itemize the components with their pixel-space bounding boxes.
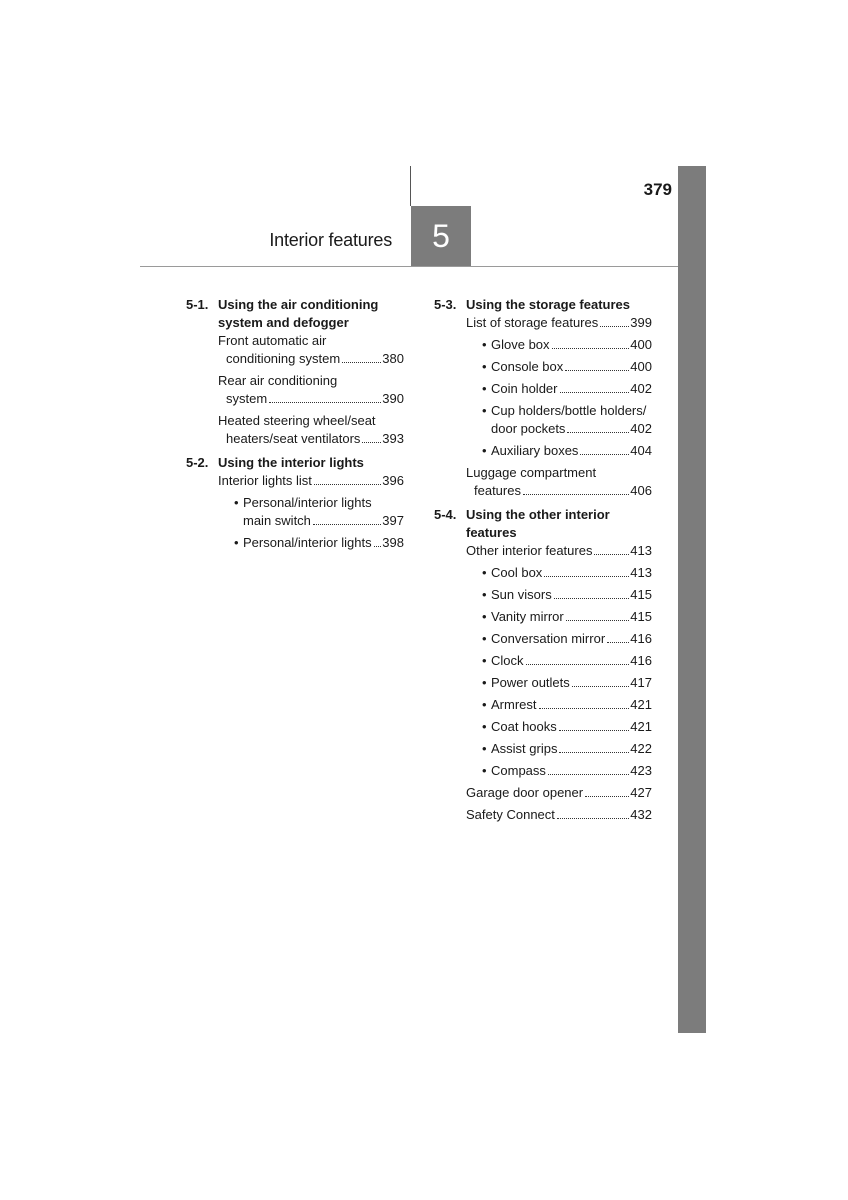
section-title: Using the other interior features (466, 507, 610, 540)
entry-text (466, 784, 652, 802)
toc-subentry[interactable] (482, 762, 652, 780)
section-heading (434, 296, 652, 314)
leader-dots (554, 598, 630, 599)
entry-text (466, 806, 652, 824)
section-heading (434, 506, 652, 542)
leader-dots (600, 326, 629, 327)
page-ref[interactable]: 380 (382, 351, 404, 366)
entry-label: Armrest (491, 697, 537, 712)
page-ref[interactable]: 397 (382, 513, 404, 528)
leader-dots (544, 576, 629, 577)
leader-dots (374, 546, 382, 547)
bullet-icon: • (234, 495, 239, 510)
entry-last-line (491, 718, 652, 736)
toc-entry[interactable] (466, 464, 652, 500)
toc-entry[interactable] (218, 372, 404, 408)
page-ref[interactable]: 402 (630, 421, 652, 436)
leader-dots (580, 454, 629, 455)
entry-label: Vanity mirror (491, 609, 564, 624)
entry-label: Coin holder (491, 381, 558, 396)
entry-text (491, 674, 652, 692)
toc-entry[interactable] (218, 472, 404, 490)
section-number: 5-1. (186, 297, 209, 312)
bullet-icon: • (482, 631, 487, 646)
entry-last-line (491, 608, 652, 626)
leader-dots (607, 642, 629, 643)
entry-text (491, 402, 652, 438)
entry-last-line (491, 740, 652, 758)
page-ref[interactable]: 421 (630, 697, 652, 712)
entry-last-line (491, 358, 652, 376)
toc-subentry[interactable] (482, 696, 652, 714)
toc-subentry[interactable] (482, 652, 652, 670)
bullet-icon: • (234, 535, 239, 550)
entry-text (491, 442, 652, 460)
entry-label: main switch (243, 513, 311, 528)
page-ref[interactable]: 413 (630, 565, 652, 580)
entry-last-line (491, 380, 652, 398)
toc-subentry[interactable] (482, 740, 652, 758)
toc-subentry[interactable] (482, 402, 652, 438)
leader-dots (526, 664, 630, 665)
page-ref[interactable]: 415 (630, 587, 652, 602)
section-title: Using the interior lights (218, 455, 364, 470)
page-ref[interactable]: 398 (382, 535, 404, 550)
entry-text (491, 630, 652, 648)
page-ref[interactable]: 393 (382, 431, 404, 446)
leader-dots (565, 370, 629, 371)
entry-last-line (243, 512, 404, 530)
chapter-title: Interior features (269, 230, 392, 250)
entry-last-line (466, 784, 652, 802)
bullet-icon: • (482, 741, 487, 756)
page-number: 379 (643, 180, 672, 199)
bullet-icon: • (482, 675, 487, 690)
toc-subentry[interactable] (482, 630, 652, 648)
toc-subentry[interactable] (234, 534, 404, 552)
bullet-icon: • (482, 719, 487, 734)
bullet-icon: • (482, 587, 487, 602)
toc-subentry[interactable] (482, 336, 652, 354)
entry-last-line (466, 806, 652, 824)
entry-label: Cool box (491, 565, 543, 580)
page-ref[interactable]: 427 (630, 785, 652, 800)
page-ref[interactable]: 422 (630, 741, 652, 756)
entry-text (218, 472, 404, 490)
bullet-icon: • (482, 403, 487, 418)
entry-label: Safety Connect (466, 807, 555, 822)
toc-section (186, 296, 404, 448)
entry-label: Power outlets (491, 675, 570, 690)
entry-label: Other interior features (466, 543, 593, 558)
entry-label: Sun visors (491, 587, 552, 602)
leader-dots (552, 348, 630, 349)
entry-label: Personal/interior lights (243, 535, 372, 550)
page-ref[interactable]: 396 (382, 473, 404, 488)
chapter-number-box: 5 (411, 206, 471, 266)
entry-text (491, 358, 652, 376)
entry-line: Personal/interior lights (243, 495, 372, 510)
leader-dots (557, 818, 629, 819)
entry-line: Luggage compartment (466, 465, 597, 480)
section-number: 5-3. (434, 297, 457, 312)
entry-text (466, 464, 652, 500)
page-ref[interactable]: 416 (630, 631, 652, 646)
entry-label: conditioning system (226, 351, 341, 366)
bullet-icon: • (482, 697, 487, 712)
bullet-icon: • (482, 443, 487, 458)
page-ref[interactable]: 400 (630, 337, 652, 352)
bullet-icon: • (482, 653, 487, 668)
bullet-icon: • (482, 609, 487, 624)
toc-entry[interactable] (466, 784, 652, 802)
entry-text (491, 380, 652, 398)
page-ref[interactable]: 432 (630, 807, 652, 822)
leader-dots (539, 708, 630, 709)
section-heading (186, 454, 404, 472)
leader-dots (567, 432, 629, 433)
section-heading (186, 296, 404, 332)
bullet-icon: • (482, 381, 487, 396)
toc-section (186, 454, 404, 552)
entry-label: features (474, 483, 521, 498)
page-ref[interactable]: 406 (630, 483, 652, 498)
entry-label: heaters/seat ventilators (226, 431, 361, 446)
entry-label: List of storage features (466, 315, 599, 330)
toc-subentry[interactable] (482, 718, 652, 736)
entry-text (466, 542, 652, 560)
entry-last-line (491, 564, 652, 582)
toc-section (434, 506, 652, 824)
leader-dots (548, 774, 629, 775)
entry-text (491, 336, 652, 354)
toc-subentry[interactable] (482, 442, 652, 460)
entry-last-line (491, 762, 652, 780)
page-ref[interactable]: 413 (630, 543, 652, 558)
page-ref[interactable]: 399 (630, 315, 652, 330)
entry-line: Front automatic air (218, 333, 327, 348)
entry-label: Glove box (491, 337, 550, 352)
toc-subentry[interactable] (482, 586, 652, 604)
entry-last-line (491, 420, 652, 438)
page-ref[interactable]: 402 (630, 381, 652, 396)
entry-text (491, 586, 652, 604)
entry-last-line (466, 542, 652, 560)
entry-last-line (243, 534, 404, 552)
entry-text (218, 412, 404, 448)
section-title: Using the storage features (466, 297, 630, 312)
page-ref[interactable]: 417 (630, 675, 652, 690)
entry-last-line (491, 630, 652, 648)
entry-text (466, 314, 652, 332)
entry-label: Conversation mirror (491, 631, 606, 646)
leader-dots (313, 524, 381, 525)
section-title: Using the air conditioning system and defogger (218, 297, 379, 330)
entry-label: door pockets (491, 421, 566, 436)
entry-line: Heated steering wheel/seat (218, 413, 376, 428)
entry-line: Cup holders/bottle holders/ (491, 403, 647, 418)
entry-label: Garage door opener (466, 785, 584, 800)
entry-text (218, 332, 404, 368)
toc-subentry[interactable] (482, 564, 652, 582)
toc-column-right (434, 296, 652, 830)
entry-label: Coat hooks (491, 719, 557, 734)
entry-last-line (491, 442, 652, 460)
entry-last-line (218, 472, 404, 490)
leader-dots (572, 686, 630, 687)
page-ref[interactable]: 390 (382, 391, 404, 406)
bullet-icon: • (482, 565, 487, 580)
entry-last-line (491, 652, 652, 670)
page-ref[interactable]: 423 (630, 763, 652, 778)
entry-label: Assist grips (491, 741, 558, 756)
page-ref[interactable]: 400 (630, 359, 652, 374)
entry-last-line (218, 430, 404, 448)
entry-label: Auxiliary boxes (491, 443, 579, 458)
toc-subentry[interactable] (234, 494, 404, 530)
entry-line: Rear air conditioning (218, 373, 338, 388)
toc-subentry[interactable] (482, 674, 652, 692)
leader-dots (523, 494, 629, 495)
entry-text (491, 718, 652, 736)
entry-last-line (491, 696, 652, 714)
toc-subentry[interactable] (482, 608, 652, 626)
toc-entry[interactable] (218, 332, 404, 368)
entry-text (491, 740, 652, 758)
entry-last-line (491, 674, 652, 692)
toc-entry[interactable] (218, 412, 404, 448)
bullet-icon: • (482, 763, 487, 778)
leader-dots (560, 392, 630, 393)
chapter-tab-bar (678, 166, 706, 1033)
entry-text (243, 494, 404, 530)
leader-dots (585, 796, 629, 797)
toc-entry[interactable] (466, 806, 652, 824)
entry-text (243, 534, 404, 552)
entry-text (491, 564, 652, 582)
bullet-icon: • (482, 359, 487, 374)
leader-dots (362, 442, 381, 443)
section-number: 5-4. (434, 507, 457, 522)
header-divider-line (410, 166, 411, 206)
leader-dots (269, 402, 381, 403)
entry-text (491, 696, 652, 714)
entry-text (491, 608, 652, 626)
entry-label: system (226, 391, 268, 406)
entry-text (218, 372, 404, 408)
toc-column-left (186, 296, 404, 558)
entry-last-line (491, 336, 652, 354)
leader-dots (566, 620, 630, 621)
leader-dots (594, 554, 629, 555)
leader-dots (559, 730, 630, 731)
page-ref[interactable]: 416 (630, 653, 652, 668)
entry-last-line (218, 350, 404, 368)
section-number: 5-2. (186, 455, 209, 470)
entry-label: Compass (491, 763, 546, 778)
header-rule (140, 266, 678, 267)
toc-entry[interactable] (466, 314, 652, 332)
entry-last-line (491, 586, 652, 604)
toc-subentry[interactable] (482, 358, 652, 376)
entry-text (491, 652, 652, 670)
leader-dots (342, 362, 381, 363)
entry-last-line (466, 482, 652, 500)
toc-entry[interactable] (466, 542, 652, 560)
entry-label: Console box (491, 359, 564, 374)
page-ref[interactable]: 404 (630, 443, 652, 458)
entry-last-line (218, 390, 404, 408)
toc-subentry[interactable] (482, 380, 652, 398)
entry-last-line (466, 314, 652, 332)
leader-dots (314, 484, 381, 485)
bullet-icon: • (482, 337, 487, 352)
entry-label: Clock (491, 653, 524, 668)
leader-dots (559, 752, 629, 753)
page-ref[interactable]: 415 (630, 609, 652, 624)
toc-section (434, 296, 652, 500)
entry-text (491, 762, 652, 780)
entry-label: Interior lights list (218, 473, 312, 488)
page-ref[interactable]: 421 (630, 719, 652, 734)
